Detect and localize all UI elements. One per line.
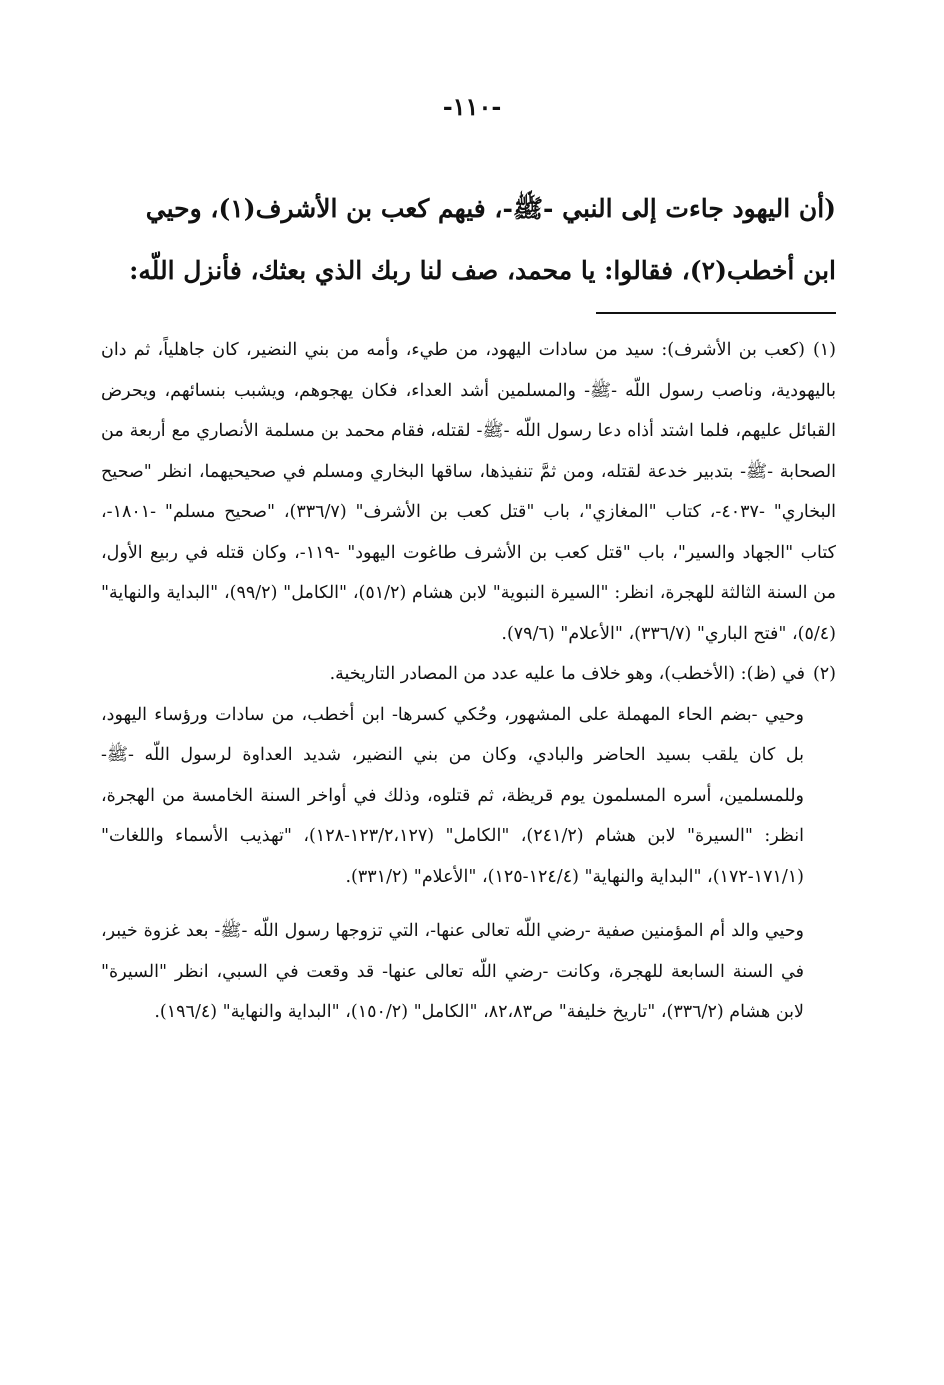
footnote-2-line-1: في (ظ): (الأخطب)، وهو خلاف ما عليه عدد من المصادر التاريخية.	[329, 664, 805, 684]
footnote-2-number: (٢)	[812, 664, 836, 684]
footnote-2-paragraph-2: وحيي والد أم المؤمنين صفية -رضي اللّه تعالى عنها-، التي تزوجها رسول اللّه -ﷺ- بعد غزوة خيبر، في السنة السابعة للهجرة، وكانت -رضي اللّه تعالى عنها- قد وقعت في السبي، انظر "السيرة" لابن هشام (٣٣٦/٢)، "تاريخ خليفة" ص٨٢،٨٣، "الكامل" (١٥٠/٢)، "البداية والنهاية" (١٩٦/٤).	[101, 921, 804, 1022]
main-text-block	[101, 178, 836, 302]
main-text-line-1: (أن اليهود جاءت إلى النبي -ﷺ-، فيهم كعب بن الأشرف(١)، وحيي	[145, 194, 836, 223]
footnote-2-paragraph-1: وحيي -بضم الحاء المهملة على المشهور، وحُكي كسرها- ابن أخطب، من سادات ورؤساء اليهود، بل كان يلقب بسيد الحاضر والبادي، وكان من بني النضير، شديد العداوة لرسول اللّه -ﷺ- وللمسلمين، أسره المسلمون يوم قريظة، ثم قتلوه، وذلك في أواخر السنة الخامسة من الهجرة، انظر: "السيرة" لابن هشام (٢٤١/٢)، "الكامل" (١٢٣/٢،١٢٧-١٢٨)، "تهذيب الأسماء واللغات" (١٧١/١-١٧٢)، "البداية والنهاية" (١٢٤/٤-١٢٥)، "الأعلام" (٣٣١/٢).	[101, 704, 804, 887]
page-number: -١١٠-	[442, 92, 502, 121]
footnote-1-number: (١)	[812, 340, 836, 360]
footnotes-section	[101, 330, 836, 1033]
footnote-2	[101, 654, 836, 695]
footnote-1	[101, 330, 836, 654]
footnote-divider	[596, 312, 836, 314]
main-text-line-2: ابن أخطب(٢)، فقالوا: يا محمد، صف لنا ربك الذي بعثك، فأنزل اللّه:	[129, 256, 836, 285]
footnote-1-text: (كعب بن الأشرف): سيد من سادات اليهود، من طيء، وأمه من بني النضير، كان جاهلياً، ثم دان باليهودية، وناصب رسول اللّه -ﷺ- والمسلمين أشد العداء، فكان يهجوهم، ويشبب بنسائهم، ويحرض القبائل عليهم، فلما اشتد أذاه دعا رسول اللّه -ﷺ- لقتله، فقام محمد بن مسلمة الأنصاري مع أربعة من الصحابة -ﷺ- بتدبير خدعة لقتله، ومن ثمَّ تنفيذها، ساقها البخاري ومسلم في صحيحيهما، انظر "صحيح البخاري" -٤٠٣٧-، كتاب "المغازي"، باب "قتل كعب بن الأشرف" (٣٣٦/٧)، "صحيح مسلم" -١٨٠١-، كتاب "الجهاد والسير"، باب "قتل كعب بن الأشرف طاغوت اليهود" -١١٩-، وكان قتله في ربيع الأول، من السنة الثالثة للهجرة، انظر: "السيرة النبوية" لابن هشام (٥١/٢)، "الكامل" (٩٩/٢)، "البداية والنهاية" (٥/٤)، "فتح الباري" (٣٣٦/٧)، "الأعلام" (٧٩/٦).	[101, 340, 837, 644]
